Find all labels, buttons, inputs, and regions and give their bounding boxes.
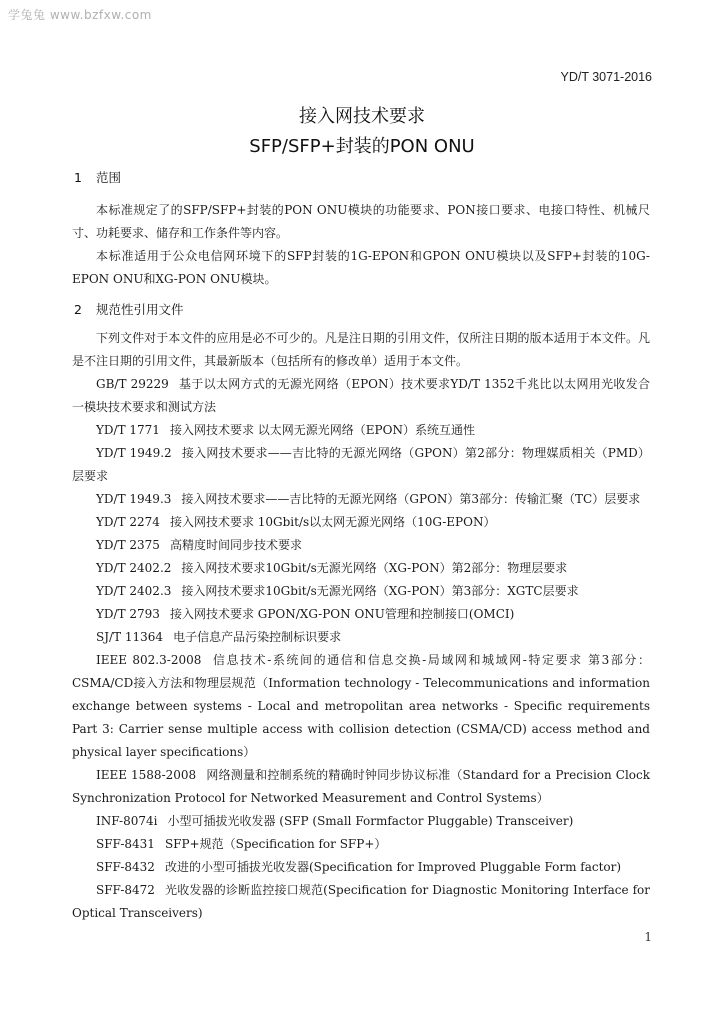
reference-title: 接入网技术要求——吉比特的无源光网络（GPON）第3部分：传输汇聚（TC）层要求 bbox=[181, 492, 641, 506]
watermark: 学兔兔 www.bzfxw.com bbox=[8, 8, 152, 22]
document-number: YD/T 3071-2016 bbox=[560, 70, 652, 84]
reference-title: 接入网技术要求10Gbit/s无源光网络（XG-PON）第3部分：XGTC层要求 bbox=[181, 584, 579, 598]
reference-code: YD/T 2375 bbox=[96, 538, 160, 552]
reference-item bbox=[72, 488, 650, 511]
document-title: 接入网技术要求 bbox=[299, 106, 425, 127]
section-1-body bbox=[72, 199, 650, 291]
reference-item bbox=[72, 856, 650, 879]
reference-code: YD/T 1771 bbox=[96, 423, 160, 437]
reference-item bbox=[72, 764, 650, 810]
reference-item bbox=[72, 603, 650, 626]
reference-item bbox=[72, 373, 650, 419]
reference-code: YD/T 2274 bbox=[96, 515, 160, 529]
section-title: 范围 bbox=[96, 170, 122, 185]
reference-item bbox=[72, 649, 650, 764]
reference-item bbox=[72, 810, 650, 833]
reference-title: 高精度时间同步技术要求 bbox=[169, 538, 302, 552]
reference-code: IEEE 1588-2008 bbox=[96, 768, 197, 782]
section-2-body bbox=[72, 327, 650, 925]
reference-title: 基于以太网方式的无源光网络（EPON）技术要求YD/T 1352千兆比以太网用光收发合一模块技术要求和测试方法 bbox=[72, 377, 650, 414]
reference-item bbox=[72, 557, 650, 580]
reference-title: 接入网技术要求 10Gbit/s以太网无源光网络（10G-EPON） bbox=[169, 515, 496, 529]
reference-title: 改进的小型可插拔光收发器(Specification for Improved Pluggable Form factor) bbox=[164, 860, 622, 874]
reference-title: 接入网技术要求 以太网无源光网络（EPON）系统互通性 bbox=[169, 423, 475, 437]
reference-code: YD/T 2402.3 bbox=[96, 584, 172, 598]
paragraph: 下列文件对于本文件的应用是必不可少的。凡是注日期的引用文件，仅所注日期的版本适用于本文件。凡是不注日期的引用文件，其最新版本（包括所有的修改单）适用于本文件。 bbox=[72, 331, 650, 368]
reference-item bbox=[72, 534, 650, 557]
reference-code: YD/T 1949.3 bbox=[96, 492, 172, 506]
reference-code: YD/T 2793 bbox=[96, 607, 160, 621]
reference-code: SFF-8432 bbox=[96, 860, 155, 874]
reference-item bbox=[72, 419, 650, 442]
reference-item bbox=[72, 580, 650, 603]
reference-code: SFF-8472 bbox=[96, 883, 155, 897]
reference-item bbox=[72, 511, 650, 534]
reference-code: SFF-8431 bbox=[96, 837, 155, 851]
section-number: 2 bbox=[74, 302, 82, 317]
reference-code: SJ/T 11364 bbox=[96, 630, 164, 644]
section-title: 规范性引用文件 bbox=[96, 302, 184, 317]
reference-item bbox=[72, 833, 650, 856]
reference-code: YD/T 2402.2 bbox=[96, 561, 172, 575]
reference-code: IEEE 802.3-2008 bbox=[96, 653, 202, 667]
paragraph: 本标准适用于公众电信网环境下的SFP封装的1G-EPON和GPON ONU模块以及SFP+封装的10G-EPON ONU和XG-PON ONU模块。 bbox=[72, 249, 650, 286]
reference-title: 电子信息产品污染控制标识要求 bbox=[173, 630, 342, 644]
reference-title: 接入网技术要求 GPON/XG-PON ONU管理和控制接口(OMCI) bbox=[169, 607, 515, 621]
reference-code: YD/T 1949.2 bbox=[96, 446, 172, 460]
reference-title: 网络测量和控制系统的精确时钟同步协议标准（Standard for a Precision Clock Synchronization Protocol for Networked Measurement and Control Systems） bbox=[72, 768, 651, 805]
reference-title: 信息技术-系统间的通信和信息交换-局域网和城域网-特定要求 第3部分：CSMA/CD接入方法和物理层规范（Information technology - Telecommunications and information exchange between systems - Local and metropolitan area networks - Specific requirements Part 3: Carrier sense multiple access with collision detection (CSMA/CD) access method and physical layer specifications） bbox=[72, 653, 650, 759]
section-1-heading bbox=[74, 168, 121, 186]
document-subtitle: SFP/SFP+封装的PON ONU bbox=[249, 136, 475, 157]
page-number: 1 bbox=[644, 930, 652, 944]
reference-code: GB/T 29229 bbox=[96, 377, 169, 391]
reference-item bbox=[72, 879, 650, 925]
reference-title: 光收发器的诊断监控接口规范(Specification for Diagnostic Monitoring Interface for Optical Transceivers) bbox=[72, 883, 650, 920]
reference-title: SFP+规范（Specification for SFP+） bbox=[164, 837, 387, 851]
reference-title: 接入网技术要求10Gbit/s无源光网络（XG-PON）第2部分：物理层要求 bbox=[181, 561, 568, 575]
section-2-heading bbox=[74, 300, 184, 318]
reference-title: 接入网技术要求——吉比特的无源光网络（GPON）第2部分：物理媒质相关（PMD）层要求 bbox=[72, 446, 650, 483]
reference-title: 小型可插拔光收发器 (SFP (Small Formfactor Pluggable) Transceiver) bbox=[167, 814, 574, 828]
reference-item bbox=[72, 442, 650, 488]
reference-list bbox=[72, 373, 650, 925]
reference-code: INF-8074i bbox=[96, 814, 158, 828]
paragraph: 本标准规定了的SFP/SFP+封装的PON ONU模块的功能要求、PON接口要求、电接口特性、机械尺寸、功耗要求、储存和工作条件等内容。 bbox=[72, 203, 650, 240]
section-number: 1 bbox=[74, 170, 82, 185]
reference-item bbox=[72, 626, 650, 649]
